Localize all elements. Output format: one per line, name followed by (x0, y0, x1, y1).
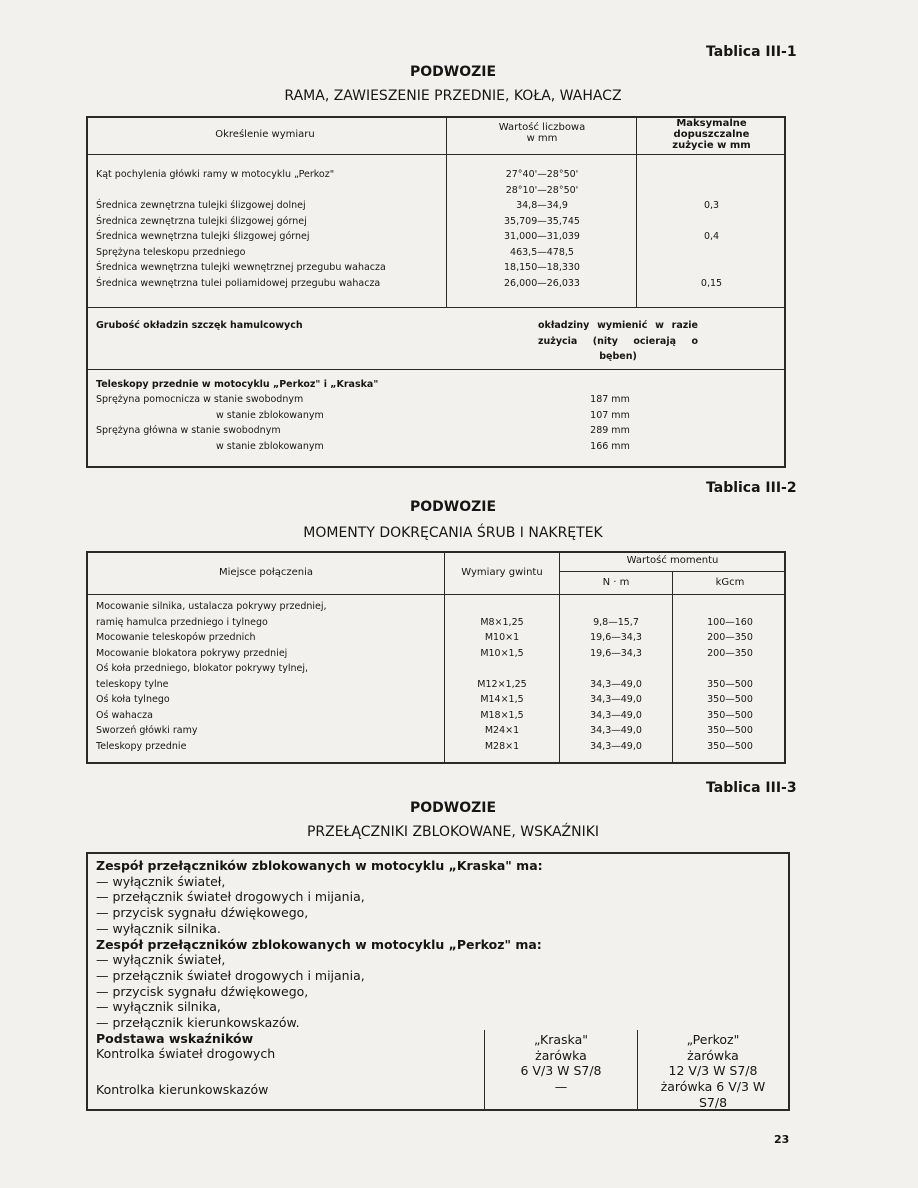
t2-thread: M10×1 (484, 632, 520, 643)
divider (637, 1030, 638, 1110)
perkoz-bulb: 12 V/3 W S7/8 (668, 1063, 758, 1079)
kraska-switch-item: — przycisk sygnału dźwiękowego, (96, 905, 309, 921)
perkoz-switch-item: — wyłącznik silnika, (96, 999, 221, 1015)
t1-desc: Średnica wewnętrzna tulei poliamidowej przegubu wahacza (96, 277, 381, 289)
t2-nm (560, 599, 672, 615)
t1-desc: Średnica zewnętrzna tulejki ślizgowej dolnej (96, 200, 306, 211)
t2-kgcm (674, 661, 786, 677)
t2-place: Sworzeń główki ramy (96, 725, 198, 736)
table-label-1: Tablica III-1 (706, 44, 797, 60)
t2-thread (446, 599, 558, 615)
perkoz-bulb: żarówka 6 V/3 W (660, 1079, 766, 1095)
t2-place: Mocowanie blokatora pokrywy przedniej (96, 647, 288, 659)
kraska-switch-item: — wyłącznik silnika. (96, 920, 221, 936)
t2-kgcm: 350—500 (707, 740, 753, 752)
t2-place: ramię hamulca przedniego i tylnego (96, 616, 268, 628)
t1-desc-column (96, 167, 446, 291)
t2-thread: M24×1 (484, 725, 520, 736)
t2-thread-column (446, 599, 558, 754)
perkoz-switch-title: Zespół przełączników zblokowanych w motocyklu „Perkoz" ma: (96, 936, 542, 952)
kraska-switch-title: Zespół przełączników zblokowanych w motocyklu „Kraska" ma: (96, 858, 543, 873)
page-number: 23 (774, 1133, 790, 1146)
t2-nm: 34,3—49,0 (590, 694, 642, 705)
t2-kgcm: 350—500 (707, 694, 753, 705)
perkoz-switch-item: — przełącznik kierunkowskazów. (96, 1015, 300, 1031)
t2-kgcm (674, 599, 786, 615)
kraska-switch-item: — wyłącznik świateł, (96, 873, 226, 889)
telescope-value-column (560, 392, 660, 454)
perkoz-switch-item: — wyłącznik świateł, (96, 952, 226, 968)
divider (636, 117, 637, 307)
divider (87, 369, 785, 370)
section-title-1: PODWOZIE (409, 64, 497, 80)
telescope-desc: Sprężyna główna w stanie swobodnym (96, 425, 281, 436)
t1-value: 28°10'—28°50' (505, 184, 579, 196)
telescope-value: 289 mm (590, 425, 630, 436)
table-label-2: Tablica III-2 (706, 480, 797, 496)
t1-value: 18,150—18,330 (504, 262, 580, 273)
t2-nm: 34,3—49,0 (590, 740, 642, 752)
t1-value: 35,709—35,745 (504, 215, 580, 227)
t1-wear: 0,4 (703, 231, 720, 242)
t2-thread: M18×1,5 (480, 709, 524, 721)
kraska-bulb-column (487, 1032, 635, 1095)
t1-value: 31,000—31,039 (504, 231, 580, 242)
header-torque: Wartość momentu (626, 555, 719, 566)
telescope-value: 166 mm (590, 440, 630, 452)
t1-wear (639, 260, 784, 276)
t2-nm: 34,3—49,0 (590, 725, 642, 736)
perkoz-bulb: „Perkoz" (686, 1032, 740, 1047)
t2-nm: 19,6—34,3 (590, 632, 642, 643)
header-place: Miejsce połączenia (219, 567, 313, 578)
header-max-wear: Maksymalne dopuszczalne zużycie w mm (672, 118, 751, 151)
t2-thread: M8×1,25 (480, 616, 524, 628)
t1-desc: Kąt pochylenia główki ramy w motocyklu „Perkoz" (96, 169, 335, 180)
t2-place: Teleskopy przednie (96, 740, 187, 752)
telescope-desc: Sprężyna pomocnicza w stanie swobodnym (96, 394, 304, 405)
telescope-value: 107 mm (590, 409, 630, 421)
t2-thread (446, 661, 558, 677)
t2-nm-column (560, 599, 672, 754)
t1-value: 27°40'—28°50' (505, 169, 579, 180)
divider (444, 552, 445, 763)
t2-kgcm: 350—500 (707, 725, 753, 736)
t2-nm: 34,3—49,0 (590, 709, 642, 721)
header-thread: Wymiary gwintu (461, 567, 543, 578)
telescope-desc: w stanie zblokowanym (216, 440, 324, 452)
brake-lining-note: okładziny wymienić w razie zużycia (nity ocierają o bęben) (538, 320, 698, 362)
t2-place: Mocowanie silnika, ustalacza pokrywy przedniej, (96, 601, 327, 612)
t1-value-column (449, 167, 635, 291)
header-nm: N · m (602, 577, 630, 588)
kraska-bulb: żarówka (535, 1047, 587, 1063)
divider (446, 117, 447, 307)
t1-wear: 0,3 (703, 200, 720, 211)
perkoz-bulb-column (640, 1032, 786, 1111)
divider (672, 572, 673, 763)
t1-desc (96, 183, 446, 199)
t2-thread: M28×1 (484, 740, 520, 752)
t1-wear (639, 167, 784, 183)
t2-thread: M10×1,5 (480, 647, 524, 659)
header-dimension: Określenie wymiaru (215, 129, 315, 140)
table-label-3: Tablica III-3 (706, 780, 797, 796)
header-value: Wartość liczbowa w mm (498, 122, 586, 144)
kraska-bulb: „Kraska" (534, 1032, 588, 1047)
brake-lining-desc: Grubość okładzin szczęk hamulcowych (96, 320, 303, 331)
telescope-desc-column (96, 392, 536, 454)
t2-kgcm: 350—500 (707, 709, 753, 721)
t1-wear: 0,15 (700, 277, 723, 289)
kraska-bulb: — (554, 1079, 568, 1095)
headlight-indicator: Kontrolka świateł drogowych (96, 1046, 276, 1062)
t1-desc: Średnica wewnętrzna tulejki wewnętrznej przegubu wahacza (96, 262, 386, 273)
telescope-value: 187 mm (590, 394, 630, 405)
t2-nm (560, 661, 672, 677)
t2-nm: 34,3—49,0 (590, 678, 642, 690)
t2-nm: 9,8—15,7 (593, 616, 639, 628)
t1-wear (639, 183, 784, 199)
t1-wear (639, 214, 784, 230)
t1-desc: Sprężyna teleskopu przedniego (96, 246, 246, 258)
telescope-title: Teleskopy przednie w motocyklu „Perkoz" i „Kraska" (96, 379, 379, 390)
perkoz-switch-item: — przełącznik świateł drogowych i mijania, (96, 967, 365, 983)
indicator-base-title: Podstawa wskaźników (96, 1030, 254, 1046)
t1-value: 26,000—26,033 (504, 277, 580, 289)
divider (87, 154, 785, 155)
t2-nm: 19,6—34,3 (590, 647, 642, 659)
t1-desc: Średnica zewnętrzna tulejki ślizgowej górnej (96, 215, 307, 227)
t2-place: teleskopy tylne (96, 678, 169, 690)
t2-place: Oś wahacza (96, 709, 153, 721)
section-title-2: PODWOZIE (409, 499, 497, 515)
t2-kgcm: 350—500 (707, 678, 753, 690)
telescope-desc: w stanie zblokowanym (216, 409, 324, 421)
t2-place: Oś koła tylnego (96, 694, 170, 705)
perkoz-switch-item: — przycisk sygnału dźwiękowego, (96, 983, 309, 999)
divider (87, 307, 785, 308)
t2-thread: M12×1,25 (477, 678, 527, 690)
kraska-switch-item: — przełącznik świateł drogowych i mijania, (96, 889, 365, 905)
t2-thread: M14×1,5 (480, 694, 524, 705)
t2-kgcm-column (674, 599, 786, 754)
perkoz-bulb: S7/8 (698, 1094, 728, 1110)
turn-signal-indicator: Kontrolka kierunkowskazów (96, 1082, 269, 1097)
t2-kgcm: 200—350 (707, 647, 753, 659)
section-subtitle-3: PRZEŁĄCZNIKI ZBLOKOWANE, WSKAŹNIKI (306, 824, 600, 840)
t2-place: Mocowanie teleskopów przednich (96, 632, 256, 643)
t2-kgcm: 200—350 (707, 632, 753, 643)
t2-place: Oś koła przedniego, blokator pokrywy tylnej, (96, 663, 309, 674)
section-title-3: PODWOZIE (409, 800, 497, 816)
header-kgcm: kGcm (715, 577, 745, 588)
divider (560, 571, 785, 572)
kraska-bulb: 6 V/3 W S7/8 (520, 1063, 602, 1079)
t2-place-column (96, 599, 444, 754)
t1-wear-column (639, 167, 784, 291)
section-subtitle-2: MOMENTY DOKRĘCANIA ŚRUB I NAKRĘTEK (303, 525, 603, 541)
t1-desc: Średnica wewnętrzna tulejki ślizgowej górnej (96, 231, 310, 242)
t1-value: 463,5—478,5 (510, 246, 574, 258)
perkoz-bulb: żarówka (687, 1047, 739, 1063)
t1-value: 34,8—34,9 (516, 200, 568, 211)
t1-wear (639, 245, 784, 261)
divider (87, 594, 785, 595)
t2-kgcm: 100—160 (707, 616, 753, 628)
section-subtitle-1: RAMA, ZAWIESZENIE PRZEDNIE, KOŁA, WAHACZ (284, 88, 622, 104)
